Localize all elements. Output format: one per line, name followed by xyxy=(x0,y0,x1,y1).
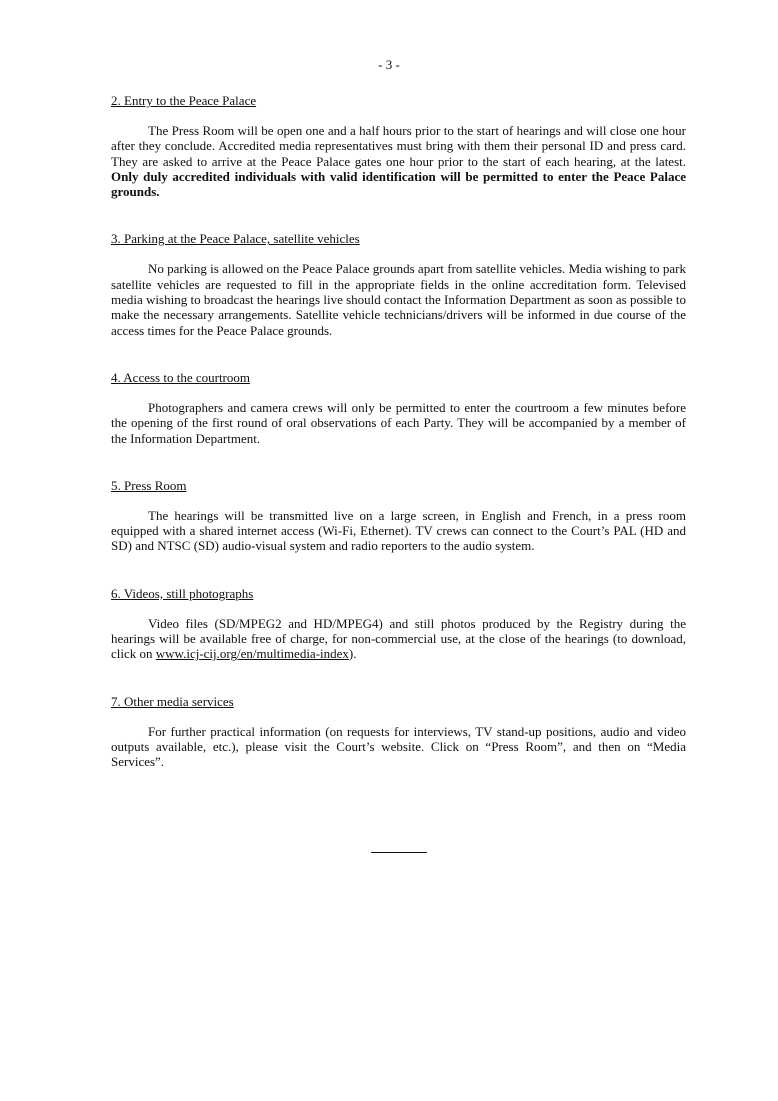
section-parking xyxy=(111,231,686,337)
section-heading-press-room: 5. Press Room xyxy=(111,477,187,493)
section-paragraph-courtroom: Photographers and camera crews will only be permitted to enter the courtroom a few minutes before the opening of the first round of oral observations of each Party. They will be accompanied by a member of the Information Department. xyxy=(111,399,686,446)
document-body xyxy=(111,93,686,770)
page-number: - 3 - xyxy=(378,57,400,72)
paragraph-text: The Press Room will be open one and a half hours prior to the start of hearings and will close one hour after they conclude. Accredited media representatives must bring with them their personal ID and press card. They are asked to arrive at the Peace Palace gates one hour prior to the start of each hearing, at the latest. xyxy=(111,123,686,169)
section-paragraph-videos xyxy=(111,616,686,662)
paragraph-text-after-link: ). xyxy=(348,646,357,662)
paragraph-bold-text: Only duly accredited individuals with valid identification will be permitted to enter the Peace Palace grounds. xyxy=(111,168,686,200)
section-paragraph-other-services: For further practical information (on requests for interviews, TV stand-up positions, audio and video outputs available, etc.), please visit the Court’s website. Click on “Press Room”, and then on “Media Services”. xyxy=(111,723,686,770)
section-paragraph-parking: No parking is allowed on the Peace Palace grounds apart from satellite vehicles. Media wishing to park satellite vehicles are requested to fill in the appropriate fields in the online accreditation form. Televised media wishing to broadcast the hearings live should contact the Information Department as soon as possible to make the necessary arrangements. Satellite vehicle technicians/drivers will be informed in due course of the access times for the Peace Palace grounds. xyxy=(111,261,686,338)
paragraph-text-before-link: Video files (SD/MPEG2 and HD/MPEG4) and still photos produced by the Registry during the hearings will be available free of charge, for non-commercial use, at the close of the hearings (to download, click on xyxy=(111,615,686,662)
section-videos xyxy=(111,586,686,662)
section-heading-courtroom: 4. Access to the courtroom xyxy=(111,369,250,385)
section-paragraph-entry xyxy=(111,123,686,199)
section-heading-videos: 6. Videos, still photographs xyxy=(111,585,254,601)
section-other-services xyxy=(111,694,686,770)
section-entry xyxy=(111,93,686,199)
section-heading-other-services: 7. Other media services xyxy=(111,693,234,709)
section-heading-parking: 3. Parking at the Peace Palace, satellite vehicles xyxy=(111,231,360,247)
section-courtroom xyxy=(111,370,686,446)
section-paragraph-press-room: The hearings will be transmitted live on a large screen, in English and French, in a press room equipped with a shared internet access (Wi-Fi, Ethernet). TV crews can connect to the Court’s PAL (HD and SD) and NTSC (SD) audio-visual system and radio reporters to the audio system. xyxy=(111,507,686,554)
section-press-room xyxy=(111,478,686,554)
section-heading-entry: 2. Entry to the Peace Palace xyxy=(111,93,257,108)
end-of-document-rule xyxy=(371,852,427,853)
multimedia-index-link[interactable]: www.icj-cij.org/en/multimedia-index xyxy=(155,646,349,662)
